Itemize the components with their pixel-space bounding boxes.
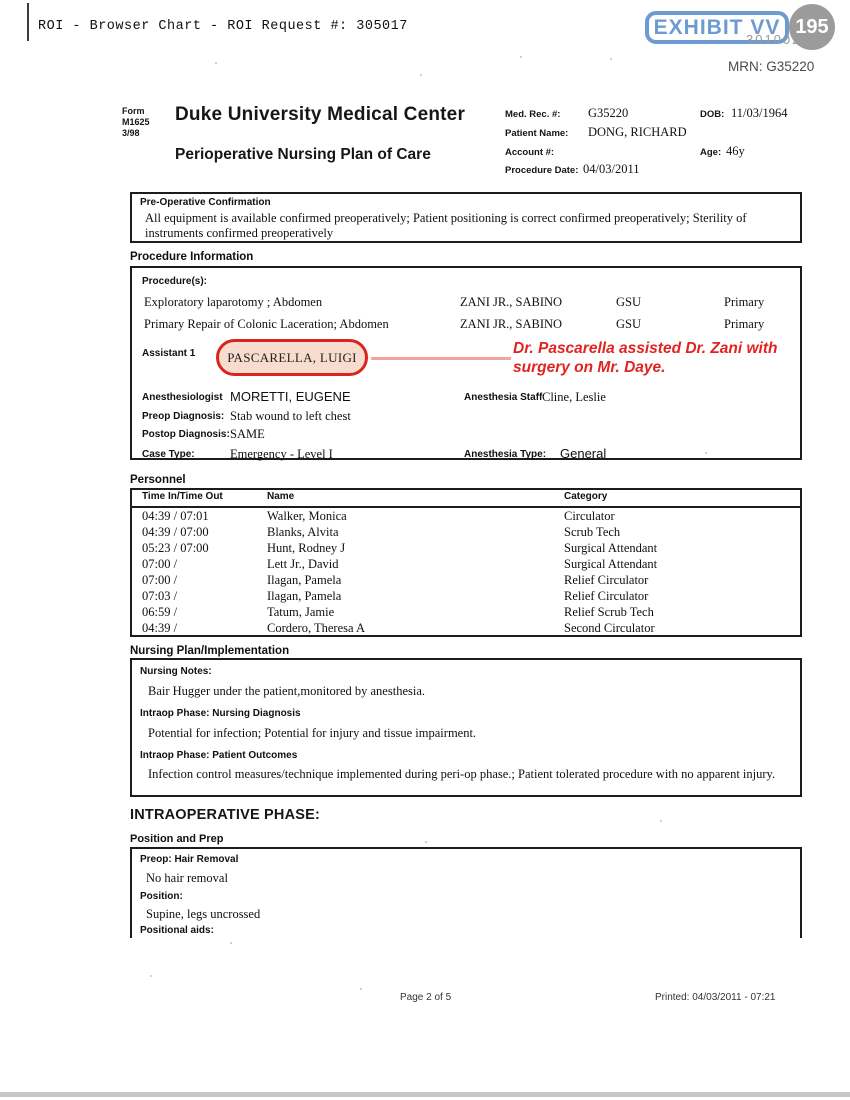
procedures-label: Procedure(s): xyxy=(142,276,208,287)
assistant-label: Assistant 1 xyxy=(142,348,196,359)
table-row: 07:00 / Ilagan, Pamela Relief Circulator xyxy=(142,573,649,587)
intraoperative-phase-heading: INTRAOPERATIVE PHASE: xyxy=(130,807,321,823)
preop-diagnosis-label: Preop Diagnosis: xyxy=(142,411,225,422)
hair-removal-value: No hair removal xyxy=(146,871,228,885)
form-meta-rev: 3/98 xyxy=(122,128,140,138)
annotation-line2: surgery on Mr. Daye. xyxy=(513,358,666,376)
noise-dot xyxy=(520,56,522,58)
patient-outcomes-label: Intraop Phase: Patient Outcomes xyxy=(140,750,298,761)
anesthesiologist-value: MORETTI, EUGENE xyxy=(230,389,351,404)
table-row: 04:39 / Cordero, Theresa A Second Circulator xyxy=(142,621,655,635)
dob-label: DOB: xyxy=(700,109,725,120)
nursing-diagnosis-value: Potential for infection; Potential for injury and tissue impairment. xyxy=(148,726,477,740)
procedure-service: GSU xyxy=(616,295,642,309)
patient-name-label: Patient Name: xyxy=(505,128,569,139)
age-value: 46y xyxy=(726,144,745,158)
anesthesia-staff-value: Cline, Leslie xyxy=(542,390,606,404)
margin-tick-mark xyxy=(27,3,29,41)
anesthesia-type-label: Anesthesia Type: xyxy=(464,449,547,460)
procedure-role: Primary xyxy=(724,295,765,309)
noise-dot xyxy=(425,841,427,843)
nursing-diagnosis-label: Intraop Phase: Nursing Diagnosis xyxy=(140,708,301,719)
printed-label: Printed: xyxy=(655,992,690,1003)
position-prep-box xyxy=(130,847,802,938)
page-number: Page 2 of 5 xyxy=(400,992,452,1003)
column-header-category: Category xyxy=(564,491,608,502)
annotation-connector-line xyxy=(371,357,511,360)
column-header-time: Time In/Time Out xyxy=(142,491,223,502)
procedure-information-box xyxy=(130,266,802,460)
account-label: Account #: xyxy=(505,147,555,158)
position-value: Supine, legs uncrossed xyxy=(146,907,261,921)
clipped-scan-number: 301002 xyxy=(746,32,802,47)
anesthesiologist-label: Anesthesiologist xyxy=(142,392,223,403)
handwritten-annotation xyxy=(513,340,777,377)
procedure-surgeon: ZANI JR., SABINO xyxy=(460,317,563,331)
annotation-line1: Dr. Pascarella assisted Dr. Zani with xyxy=(513,340,778,357)
exhibit-number-label: 195 xyxy=(795,15,829,38)
preop-diagnosis-value: Stab wound to left chest xyxy=(230,409,351,423)
procedure-surgeon: ZANI JR., SABINO xyxy=(460,295,563,309)
position-label: Position: xyxy=(140,891,183,902)
personnel-heading: Personnel xyxy=(130,474,186,486)
hair-removal-label: Preop: Hair Removal xyxy=(140,854,239,865)
noise-dot xyxy=(230,942,232,944)
procedure-role: Primary xyxy=(724,317,765,331)
nursing-notes-value: Bair Hugger under the patient,monitored by anesthesia. xyxy=(148,684,426,698)
case-type-label: Case Type: xyxy=(142,449,195,460)
postop-diagnosis-value: SAME xyxy=(230,427,265,441)
nursing-plan-heading: Nursing Plan/Implementation xyxy=(130,645,290,657)
form-meta xyxy=(122,106,150,139)
noise-dot xyxy=(610,58,612,60)
table-row: 06:59 / Tatum, Jamie Relief Scrub Tech xyxy=(142,605,654,619)
assistant-name: PASCARELLA, LUIGI xyxy=(227,349,357,365)
exhibit-stamp-label: EXHIBIT VV xyxy=(653,15,781,39)
nursing-plan-box xyxy=(130,658,802,797)
roi-header-line: ROI - Browser Chart - ROI Request #: 305017 xyxy=(38,19,408,34)
noise-dot xyxy=(215,62,217,64)
positional-aids-label: Positional aids: xyxy=(140,925,214,936)
preop-confirmation-box xyxy=(130,192,802,243)
noise-dot xyxy=(660,820,662,822)
med-rec-label: Med. Rec. #: xyxy=(505,109,561,120)
table-row: 04:39 / 07:00 Blanks, Alvita Scrub Tech xyxy=(142,525,621,539)
column-header-name: Name xyxy=(267,491,295,502)
scan-edge-bar xyxy=(0,1092,850,1097)
postop-diagnosis-label: Postop Diagnosis: xyxy=(142,429,230,440)
personnel-table xyxy=(130,488,802,637)
med-rec-value: G35220 xyxy=(588,106,629,120)
form-meta-label: Form xyxy=(122,106,145,116)
dob-value: 11/03/1964 xyxy=(731,106,788,120)
mrn-label: MRN: G35220 xyxy=(728,59,815,74)
position-and-prep-heading: Position and Prep xyxy=(130,833,224,845)
red-circle-annotation xyxy=(216,339,368,376)
personnel-table-header xyxy=(132,490,800,508)
table-row: 07:03 / Ilagan, Pamela Relief Circulator xyxy=(142,589,649,603)
document-title: Perioperative Nursing Plan of Care xyxy=(175,146,431,163)
preop-confirmation-title: Pre-Operative Confirmation xyxy=(140,197,271,208)
procedure-name: Exploratory laparotomy ; Abdomen xyxy=(144,295,323,309)
nursing-notes-label: Nursing Notes: xyxy=(140,666,212,677)
organization-title: Duke University Medical Center xyxy=(175,104,466,125)
table-row: 07:00 / Lett Jr., David Surgical Attendant xyxy=(142,557,658,571)
printed-value: 04/03/2011 - 07:21 xyxy=(692,992,776,1003)
procedure-name: Primary Repair of Colonic Laceration; Abdomen xyxy=(144,317,389,331)
procedure-date-value: 04/03/2011 xyxy=(583,162,640,176)
form-meta-number: M1625 xyxy=(122,117,150,127)
table-row: 04:39 / 07:01 Walker, Monica Circulator xyxy=(142,509,615,523)
procedure-service: GSU xyxy=(616,317,642,331)
noise-dot xyxy=(150,975,152,977)
patient-name-value: DONG, RICHARD xyxy=(588,125,687,139)
procedure-information-heading: Procedure Information xyxy=(130,251,254,263)
anesthesia-type-value: General xyxy=(560,446,607,461)
noise-dot xyxy=(705,452,707,454)
noise-dot xyxy=(360,988,362,990)
case-type-value: Emergency - Level I xyxy=(230,447,333,461)
table-row: 05:23 / 07:00 Hunt, Rodney J Surgical Attendant xyxy=(142,541,658,555)
patient-outcomes-value: Infection control measures/technique implemented during peri-op phase.; Patient tolerated procedure with no apparent injury. xyxy=(148,767,776,781)
age-label: Age: xyxy=(700,147,722,158)
procedure-date-label: Procedure Date: xyxy=(505,165,579,176)
preop-confirmation-body: All equipment is available confirmed preoperatively; Patient positioning is correct confirmed preoperatively; Sterility of instruments confirmed preoperatively xyxy=(145,211,747,240)
anesthesia-staff-label: Anesthesia Staff xyxy=(464,392,543,403)
printed-timestamp xyxy=(655,992,775,1003)
noise-dot xyxy=(420,74,422,76)
